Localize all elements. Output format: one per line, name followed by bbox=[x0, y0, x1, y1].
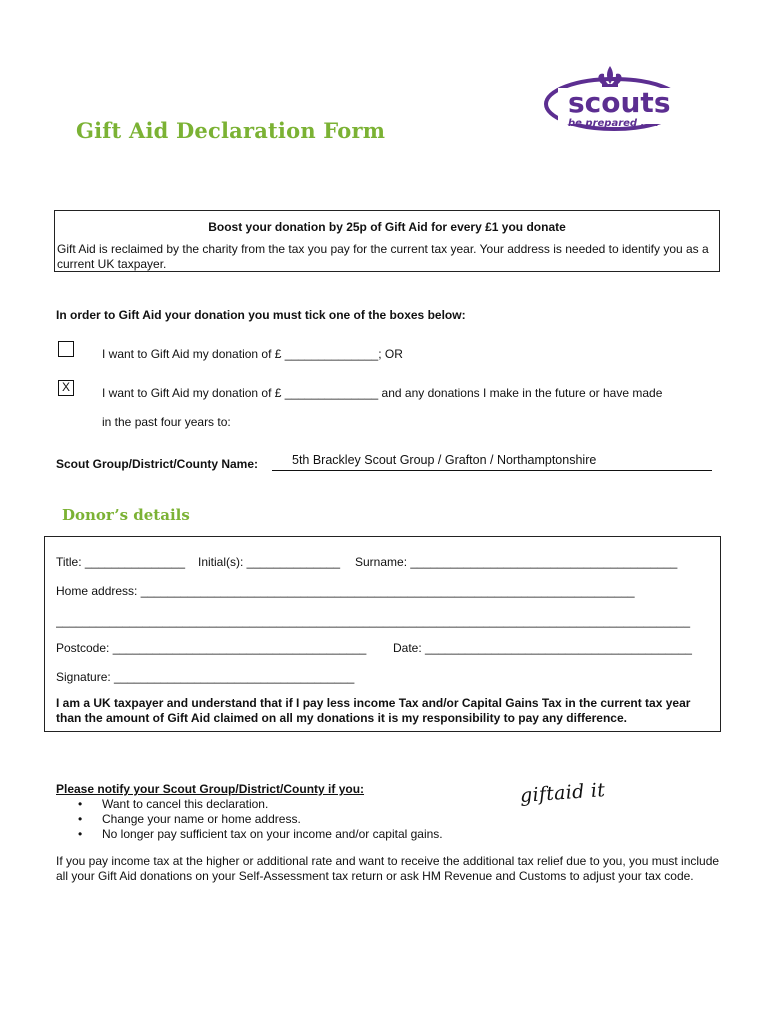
date-field[interactable]: Date: ________________________________________ bbox=[393, 641, 692, 655]
option-future-donations-text: I want to Gift Aid my donation of £ ______________ and any donations I make in the future or have made bbox=[102, 386, 663, 400]
scouts-logo-graphic bbox=[540, 62, 690, 132]
page-title: Gift Aid Declaration Form bbox=[76, 118, 386, 143]
scouts-tagline: be prepared . . . bbox=[568, 118, 659, 129]
list-item: • Want to cancel this declaration. bbox=[56, 797, 443, 812]
option-future-donations-continuation: in the past four years to: bbox=[102, 415, 231, 429]
fleur-de-lis-icon bbox=[598, 66, 621, 87]
group-name-field[interactable]: 5th Brackley Scout Group / Grafton / Northamptonshire bbox=[292, 453, 597, 467]
notify-list bbox=[56, 797, 443, 842]
checkbox-future-donations[interactable]: X bbox=[58, 380, 74, 396]
intro-body: Gift Aid is reclaimed by the charity from the tax you pay for the current tax year. Your address is needed to identify you as a current UK taxpayer. bbox=[57, 242, 709, 271]
higher-rate-note: If you pay income tax at the higher or additional rate and want to receive the additional tax relief due to you, you must include all your Gift Aid donations on your Self-Assessment tax return or ask HM Revenue and Customs to adjust your tax code. bbox=[56, 854, 720, 883]
taxpayer-declaration: I am a UK taxpayer and understand that if I pay less income Tax and/or Capital Gains Tax in the current tax year than the amount of Gift Aid claimed on all my donations it is my responsibility to pay any difference. bbox=[56, 696, 691, 725]
group-name-label: Scout Group/District/County Name: bbox=[56, 457, 259, 471]
checkbox-single-donation[interactable] bbox=[58, 341, 74, 357]
postcode-field[interactable]: Postcode: ______________________________________ bbox=[56, 641, 367, 655]
intro-heading: Boost your donation by 25p of Gift Aid for every £1 you donate bbox=[208, 220, 566, 234]
giftaid-it-logo: giftaid it bbox=[519, 779, 606, 807]
home-address-line2[interactable]: _______________________________________________________________________________________________ bbox=[56, 614, 691, 628]
surname-field[interactable]: Surname: ________________________________________ bbox=[355, 555, 678, 569]
title-field[interactable]: Title: _______________ bbox=[56, 555, 185, 569]
home-address-field[interactable]: Home address: __________________________________________________________________________ bbox=[56, 584, 635, 598]
list-item: • Change your name or home address. bbox=[56, 812, 443, 827]
initials-field[interactable]: Initial(s): ______________ bbox=[198, 555, 341, 569]
scouts-wordmark: scouts bbox=[568, 86, 671, 119]
donor-details-heading: Donor’s details bbox=[62, 506, 190, 524]
option-single-donation-text: I want to Gift Aid my donation of £ ______________; OR bbox=[102, 347, 403, 361]
notify-heading: Please notify your Scout Group/District/County if you: bbox=[56, 782, 365, 796]
tick-instruction: In order to Gift Aid your donation you must tick one of the boxes below: bbox=[56, 308, 466, 322]
signature-field[interactable]: Signature: ____________________________________ bbox=[56, 670, 355, 684]
group-name-line bbox=[272, 470, 712, 471]
list-item: • No longer pay sufficient tax on your income and/or capital gains. bbox=[56, 827, 443, 842]
intro-box bbox=[54, 210, 720, 272]
scouts-logo bbox=[540, 62, 690, 132]
